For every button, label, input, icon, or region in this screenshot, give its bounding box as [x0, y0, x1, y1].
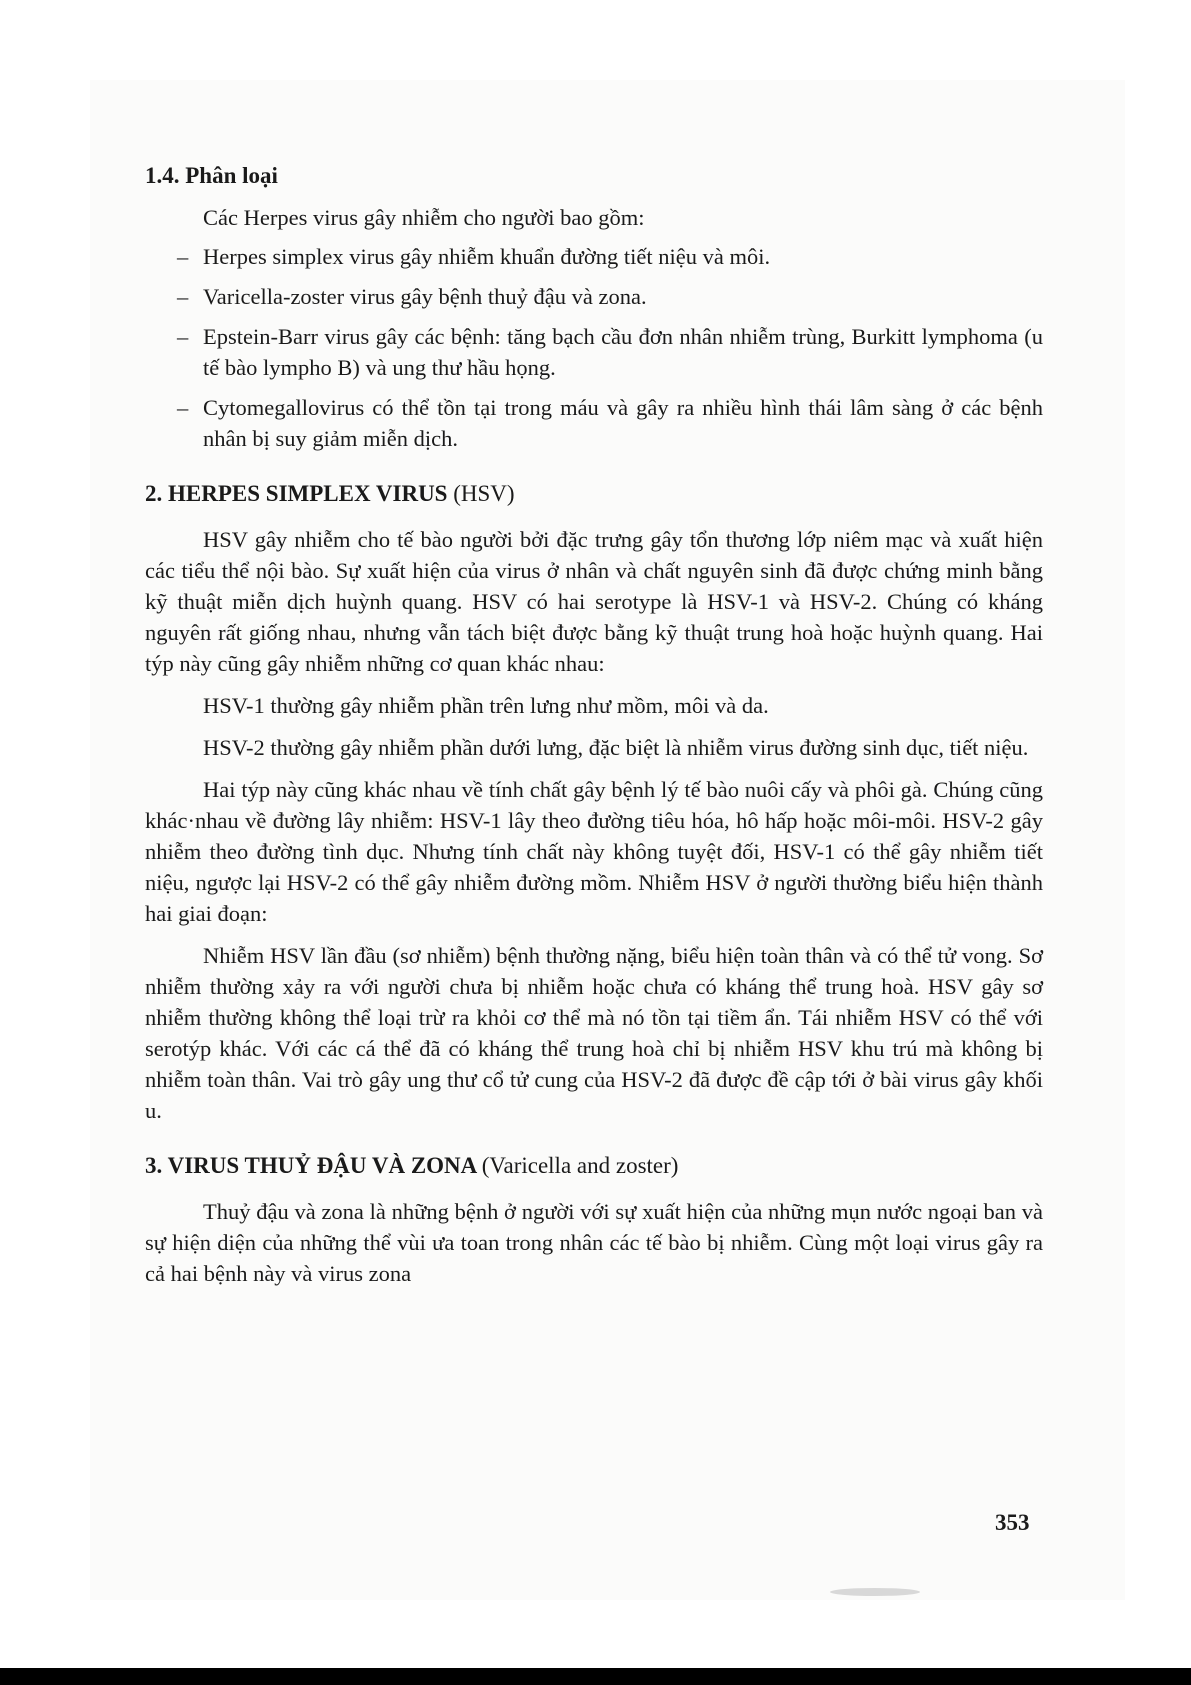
- section-3-title: 3. VIRUS THUỶ ĐẬU VÀ ZONA: [145, 1153, 477, 1178]
- dash-bullet: –: [177, 284, 189, 309]
- section-2-paragraph: HSV gây nhiễm cho tế bào người bởi đặc trưng gây tổn thương lớp niêm mạc và xuất hiện các tiểu thể nội bào. Sự xuất hiện của virus ở nhân và chất nguyên sinh đã được chứng minh bằng kỹ thuật miễn dịch huỳnh quang. HSV có hai serotype là HSV-1 và HSV-2. Chúng có kháng nguyên rất giống nhau, nhưng vẫn tách biệt được bằng kỹ thuật trung hoà hoặc huỳnh quang. Hai týp này cũng gây nhiễm những cơ quan khác nhau:: [145, 527, 1043, 676]
- section-2-heading: [145, 478, 1043, 510]
- list-item: [145, 392, 1043, 454]
- list-item-text: Varicella-zoster virus gây bệnh thuỷ đậu và zona.: [203, 284, 647, 309]
- list-item-text: Epstein-Barr virus gây các bệnh: tăng bạch cầu đơn nhân nhiễm trùng, Burkitt lymphoma (u tế bào lympho B) và ung thư hầu họng.: [203, 324, 1043, 380]
- section-3-title-note: (Varicella and zoster): [481, 1153, 679, 1178]
- scan-smudge: [830, 1588, 920, 1596]
- section-3-heading: [145, 1150, 1043, 1182]
- section-2-title: 2. HERPES SIMPLEX VIRUS: [145, 481, 448, 506]
- list-item-text: Cytomegallovirus có thể tồn tại trong máu và gây ra nhiều hình thái lâm sàng ở các bệnh nhân bị suy giảm miễn dịch.: [203, 395, 1043, 451]
- section-3-paragraph: Thuỷ đậu và zona là những bệnh ở người với sự xuất hiện của những mụn nước ngoại ban và sự hiện diện của những thể vùi ưa toan trong nhân các tế bào bị nhiễm. Cùng một loại virus gây ra cả hai bệnh này và virus zona: [145, 1199, 1043, 1286]
- herpes-virus-list: [145, 241, 1043, 454]
- document-page: [145, 160, 1043, 1300]
- section-2-paragraph: HSV-1 thường gây nhiễm phần trên lưng như mồm, môi và da.: [203, 693, 769, 718]
- section-2-paragraph: HSV-2 thường gây nhiễm phần dưới lưng, đặc biệt là nhiễm virus đường sinh dục, tiết niệu.: [203, 735, 1029, 760]
- scan-bottom-edge: [0, 1668, 1191, 1685]
- section-1-4-intro: Các Herpes virus gây nhiễm cho người bao gồm:: [203, 205, 645, 230]
- list-item: [145, 241, 1043, 272]
- list-item: [145, 321, 1043, 383]
- list-item-text: Herpes simplex virus gây nhiễm khuẩn đường tiết niệu và môi.: [203, 244, 771, 269]
- section-2-paragraph: Hai týp này cũng khác nhau về tính chất gây bệnh lý tế bào nuôi cấy và phôi gà. Chúng cũng khác·nhau về đường lây nhiễm: HSV-1 lây theo đường tiêu hóa, hô hấp hoặc môi-môi. HSV-2 gây nhiễm theo đường tình dục. Nhưng tính chất này không tuyệt đối, HSV-1 có thể gây nhiễm tiết niệu, ngược lại HSV-2 có thể gây nhiễm đường mồm. Nhiễm HSV ở người thường biểu hiện thành hai giai đoạn:: [145, 777, 1043, 926]
- list-item: [145, 281, 1043, 312]
- section-2-title-note: (HSV): [453, 481, 515, 506]
- dash-bullet: –: [177, 324, 189, 349]
- section-1-4-heading: 1.4. Phân loại: [145, 163, 278, 188]
- section-2-paragraph: Nhiễm HSV lần đầu (sơ nhiễm) bệnh thường nặng, biểu hiện toàn thân và có thể tử vong. Sơ nhiễm thường xảy ra với người chưa bị nhiễm hoặc chưa có kháng thể trung hoà. HSV gây sơ nhiễm thường không thể loại trừ ra khỏi cơ thể mà nó tồn tại tiềm ẩn. Tái nhiễm HSV có thể với serotýp khác. Với các cá thể đã có kháng thể trung hoà chỉ bị nhiễm HSV khu trú mà không bị nhiễm toàn thân. Vai trò gây ung thư cổ tử cung của HSV-2 đã được đề cập tới ở bài virus gây khối u.: [145, 943, 1043, 1123]
- dash-bullet: –: [177, 395, 189, 420]
- dash-bullet: –: [177, 244, 189, 269]
- page-number: 353: [995, 1510, 1030, 1535]
